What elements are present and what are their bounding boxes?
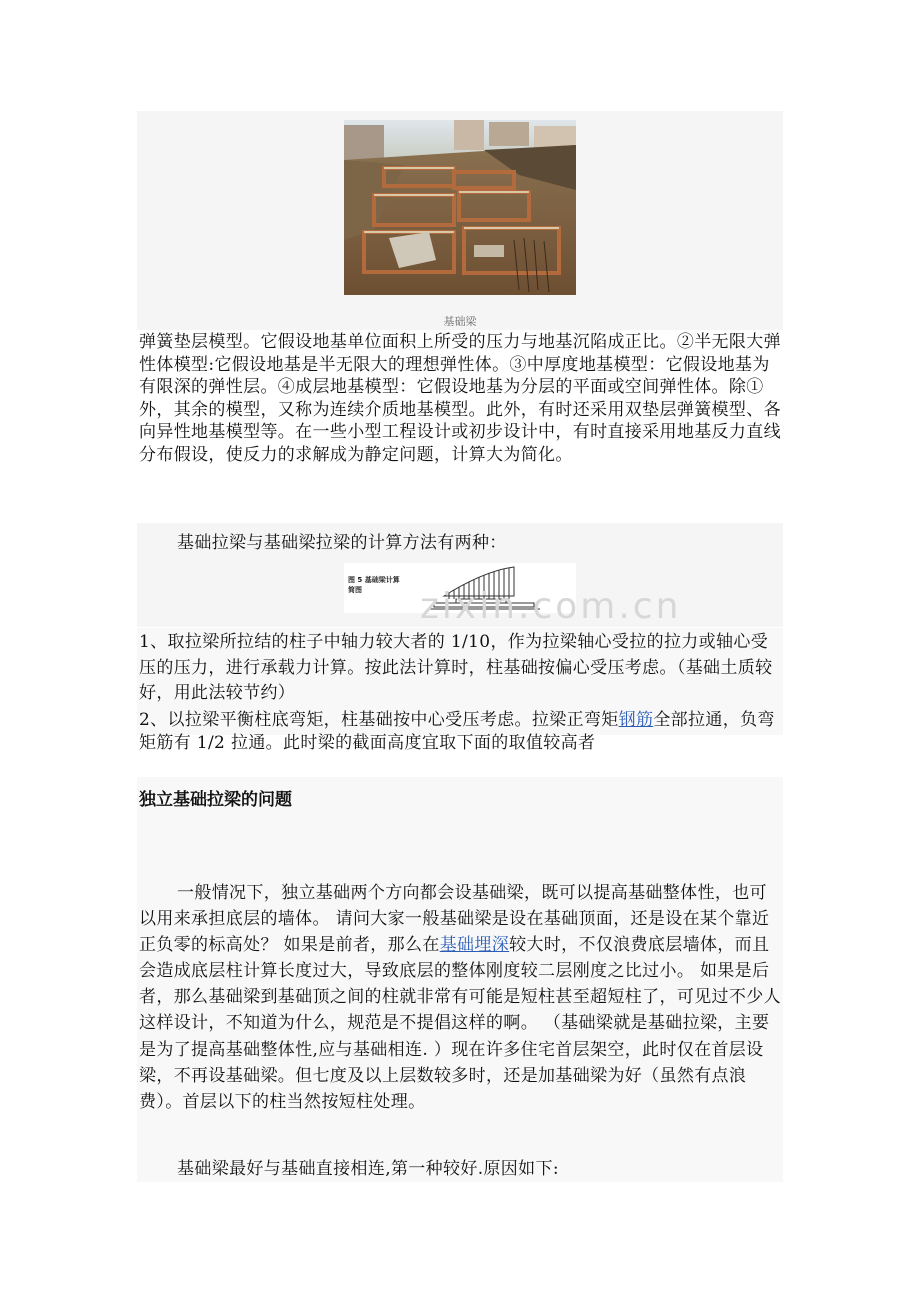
- independent-foundation-text-start: 一般情况下，独立基础两个方向都会设基础梁，既可以提高基础整体性，也可以用来承担底层的墙体。 请问大家一般基础梁是设在基础顶面，还是设在某个靠近正负零的标高处？ 如果是前者，那么在: [139, 883, 770, 956]
- method-2-text-start: 2、以拉梁平衡柱底弯矩，柱基础按中心受压考虑。拉梁正弯矩: [139, 710, 619, 730]
- foundation-beam-photo: [344, 120, 576, 295]
- section-heading: 独立基础拉梁的问题: [139, 790, 292, 810]
- list-item-method-1: 1、取拉梁所拉结的柱子中轴力较大者的 1/10，作为拉梁轴心受拉的拉力或轴心受压的压力，进行承载力计算。按此法计算时，柱基础按偏心受压考虑。（基础土质较好，用此法较节约）: [139, 632, 773, 703]
- figure2-label-line2: 简图: [348, 586, 362, 594]
- figure1-caption: 基础梁: [443, 315, 477, 328]
- paragraph-independent-foundation: [139, 880, 784, 1115]
- figure2-label-line1: 图 5 基础梁计算: [348, 576, 400, 584]
- list-item-method-2: [139, 709, 784, 754]
- foundation-depth-link[interactable]: 基础埋深: [439, 935, 510, 956]
- watermark-text: zixin.com.cn: [420, 586, 682, 627]
- paragraph-conclusion: 基础梁最好与基础直接相连,第一种较好.原因如下:: [177, 1159, 559, 1179]
- beam-calculation-diagram: [344, 563, 576, 613]
- rebar-link[interactable]: 钢筋: [618, 710, 654, 730]
- independent-foundation-text-end: 较大时，不仅浪费底层墙体，而且会造成底层柱计算长度过大，导致底层的整体刚度较二层刚度之比过小。 如果是后者，那么基础梁到基础顶之间的柱就非常有可能是短柱甚至超短柱了，可见过不少人这样设计，不知道为什么，规范是不提倡这样的啊。 （基础梁就是基础拉梁，主要是为了提高基础整体性,应与基础相连. ）现在许多住宅首层架空，此时仅在首层设梁，不再设基础梁。但七度及以上层数较多时，还是加基础梁为好（虽然有点浪费）。首层以下的柱当然按短柱处理。: [139, 935, 781, 1112]
- method-2-text-end: 全部拉通，负弯矩筋有 1/2 拉通。此时梁的截面高度宜取下面的取值较高者: [139, 710, 775, 753]
- paragraph-foundation-models: 弹簧垫层模型。它假设地基单位面积上所受的压力与地基沉陷成正比。②半无限大弹性体模型:它假设地基是半无限大的理想弹性体。③中厚度地基模型：它假设地基为有限深的弹性层。④成层地基模型：它假设地基为分层的平面或空间弹性体。除①外，其余的模型，又称为连续介质地基模型。此外，有时还采用双垫层弹簧模型、各向异性地基模型等。在一些小型工程设计或初步设计中，有时直接采用地基反力直线分布假设，使反力的求解成为静定问题，计算大为简化。: [139, 332, 781, 465]
- paragraph-calculation-methods: 基础拉梁与基础梁拉梁的计算方法有两种：: [177, 533, 507, 553]
